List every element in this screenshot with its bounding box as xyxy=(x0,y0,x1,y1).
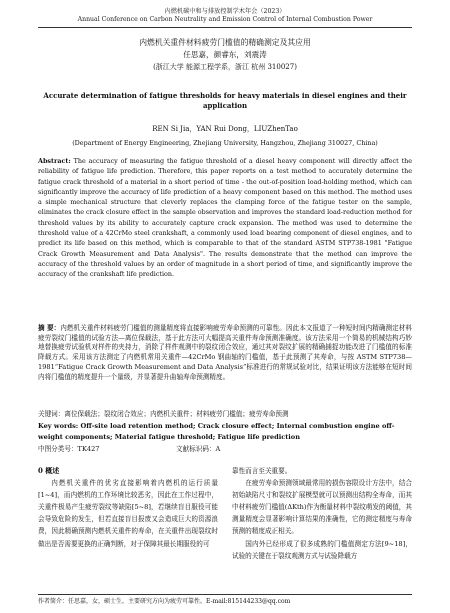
paper-title-en: Accurate determination of fatigue thresholds for heavy materials in diesel engines and their application xyxy=(43,91,407,110)
section-heading: 0 概述 xyxy=(38,466,60,475)
authors-cn: 任思嘉，颜睿东，刘震涛 xyxy=(183,50,267,59)
authors-en: REN Si Jia，YAN Rui Dong，LIUZhenTao xyxy=(152,125,298,133)
intro-paragraph-1: 内燃机关重件的优劣直接影响着内燃机的运行质量[1~4]，而内燃机的工作环境比较恶劣，因此在工作过程中，关重件极易产生疲劳裂纹等缺陷[5~8]，若继续盲目服役可能会导致危险的发生，但若直接盲目报废又会造成巨大的资源浪费，因此精确预测内燃机关重件的寿命，在关重件出现裂纹时做出是否需要更换的正确判断，对于保障其最长期服役的可 xyxy=(38,479,218,548)
intro-paragraph-2: 在疲劳寿命预测领域最常用的损伤容限设计方法中，结合初始缺陷尺寸和裂纹扩展模型就可以预测出结构全寿命，而其中材料疲劳门槛值(ΔKth)作为衡量材料中裂纹萌发的阈值，其测量精度会显著影响计算结果的准确性，它的测定精度与寿命预测的精度成正相关。 xyxy=(232,479,412,536)
abstract-en-label: Abstract: xyxy=(38,157,71,165)
author-footnote: 作者简介：任思嘉，女，硕士生，主要研究方向为疲劳可靠性。E-mail:815144233@qq.com xyxy=(38,598,291,605)
abstract-en xyxy=(38,156,412,280)
affiliation-en: (Department of Energy Engineering, Zhejiang University, Hangzhou, Zhejiang 310027, China) xyxy=(72,139,378,147)
body-column-right xyxy=(232,465,412,562)
abstract-cn-text: 内燃机关重件材料疲劳门槛值的测量精度将直接影响疲劳寿命预测的可靠性。因此本文报道了一种短时间内精确测定材料疲劳裂纹门槛值的试验方法—离位保载法，基于此方法可大幅提高关重件寿命预测准确度。该方法采用一个简易的机械结构巧妙地替换疲劳试验机对样件的夹持力，消除了样件观测中的裂纹闭合效应，通过其对裂纹扩展的精确捕捉功能改进了门槛值的标准降载方式。采用该方法测定了内燃机常用关重件—42CrMo 钢曲轴的门槛值，基于此预测了其寿命，与按 ASTM STP738—1981“Fatigue Crack Growth Measurement and Data Analysis”标准进行的常规试验对比，结果证明该方法能够在短时间内将门槛值的精度提升一个量级，并显著提升曲轴寿命预测精度。 xyxy=(38,324,413,381)
conference-header xyxy=(0,8,450,24)
document-code: 文献标识码：A xyxy=(176,445,221,453)
conference-title-en: Annual Conference on Carbon Neutrality and Emission Control of Internal Combustion Power xyxy=(77,16,373,23)
classification-row xyxy=(38,444,412,454)
clc-number: 中图分类号：TK427 xyxy=(38,445,100,453)
footnote-rule xyxy=(38,594,412,595)
intro-paragraph-1-continued: 靠性而言至关重要。 xyxy=(232,467,292,475)
abstract-en-text: The accuracy of measuring the fatigue threshold of a diesel heavy component will directly affect the reliability of fatigue life prediction. Therefore, this paper reports on a test method to accurately determine the fatigue crack threshold of a material in a short period of time - the out-of-position load-holding method, which can significantly improve the accuracy of life prediction of a heavy component based on this method. The method uses a simple mechanical structure that cleverly replaces the clamping force of the fatigue tester on the sample, eliminates the crack closure effect in the sample observation and improves the standard load-reduction method for threshold values by its ability to accurately capture crack expansion. The method was used to determine the threshold value of a 42CrMo steel crankshaft, a commonly used load bearing component of diesel engines, and to predict its life based on this method, which is comparable to that of the standard ASTM STP738-1981 "Fatigue Crack Growth Measurement and Data Analysis". The results demonstrate that the method can improve the accuracy of the threshold values by an order of magnitude in a short period of time, and significantly improve the accuracy of the crankshaft life prediction. xyxy=(38,157,413,279)
conference-title-cn: 内燃机碳中和与排放控制学术年会（2023） xyxy=(164,8,286,15)
intro-paragraph-3: 国内外已经形成了很多成熟的门槛值测定方法[9~18]，试验的关键在于裂纹观测方式与试验降载方 xyxy=(232,539,412,560)
header-rule xyxy=(38,27,412,28)
abstract-cn xyxy=(38,324,412,382)
keywords-cn: 关键词：离位保载法；裂纹闭合效应；内燃机关重件；材料疲劳门槛值；疲劳寿命预测 xyxy=(38,410,289,418)
abstract-cn-label: 摘 要： xyxy=(38,324,61,332)
paper-title-cn: 内燃机关重件材料疲劳门槛值的精确测定及其应用 xyxy=(139,38,311,47)
body-column-left xyxy=(38,465,218,550)
affiliation-cn: (浙江大学 能源工程学系，浙江 杭州 310027) xyxy=(153,63,297,71)
keywords-en: Key words: Off-site load retention method; Crack closure effect; Internal combustion engine off-weight components; Material fatigue threshold; Fatigue life prediction xyxy=(38,422,395,441)
